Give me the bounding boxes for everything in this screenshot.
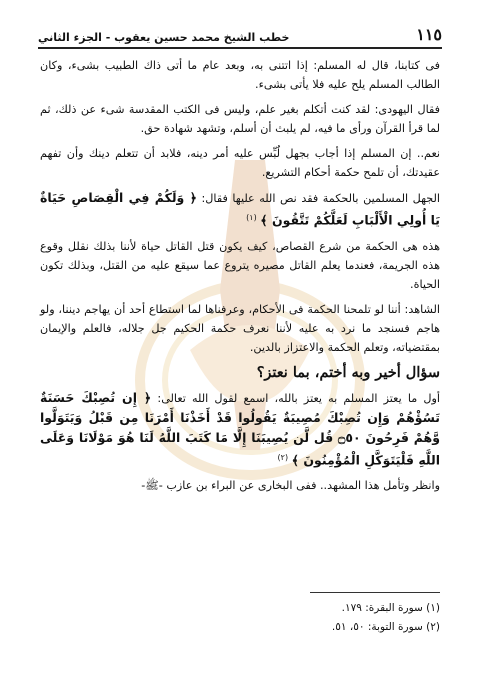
paragraph-1: فى كتابنا، قال له المسلم: إذا اتتنى به، وبعد عام ما أتى ذاك الطبيب بشىء، وكان الطالب المسلم يلح عليه فلا يأتى بشىء. (40, 59, 440, 91)
footnote-2: (٢) سورة التوبة: ٥٠، ٥١. (331, 621, 440, 633)
paragraph-5: هذه هى الحكمة من شرع القصاص، كيف يكون قتل القاتل حياة لأننا بذلك نقلل وقوع هذه الجريمة، فعندما يعلم القاتل مصيره يتروع عما سيقع عليه من القتل، وبذلك تكون الحياة. (40, 239, 440, 291)
paragraph-8: وانظر وتأمل هذا المشهد.. ففى البخارى عن البراء بن عازب -ﷺ- (141, 479, 440, 493)
quran-verse-1: ﴿ وَلَكُمْ فِي الْقِصَاصِ حَيَاةٌ يَا أُولِي الْأَلْبَابِ لَعَلَّكُمْ تَتَّقُونَ ﴾ (40, 190, 440, 228)
paragraph-7 (40, 388, 440, 471)
footnote-1: (١) سورة البقرة: ١٧٩. (341, 602, 440, 614)
footnote-ref-2: (٢) (277, 452, 289, 462)
footnote-ref-1: (١) (246, 213, 257, 222)
footnote-divider (310, 592, 440, 593)
page-number: ١١٥ (416, 25, 442, 44)
paragraph-6: الشاهد: أننا لو تلمحنا الحكمة فى الأحكام، وعرفناها لما استطاع أحد أن يهاجم ديننا، ولو هاجم فسنجد ما نرد به عليه لأننا نعرف حكمة الحكيم جل جلاله، فالعلم والإيمان بمقتضياته، وتعلم الحكمة والاعتزاز بالدين. (40, 302, 440, 354)
paragraph-4 (40, 188, 440, 231)
paragraph-3: نعم.. إن المسلم إذا أجاب بجهل لُبِّس عليه أمر دينه، فلابد أن تتعلم دينك وأن تفهم عقيدتك، أن تلمح حكمة أحكام التشريع. (40, 147, 440, 179)
quran-verse-2: ﴿ إِن تُصِبْكَ حَسَنَةٌ تَسُؤْهُمْ وَإِن تُصِبْكَ مُصِيبَةٌ يَقُولُوا قَدْ أَخَذْنَا أَمْرَنَا مِن قَبْلُ وَيَتَوَلَّوا وَّهُمْ فَرِحُونَ ۝٥٠ قُل لَّن يُصِيبَنَا إِلَّا مَا كَتَبَ اللَّهُ لَنَا هُوَ مَوْلَانَا وَعَلَى اللَّهِ فَلْيَتَوَكَّلِ الْمُؤْمِنُونَ ﴾ (40, 389, 440, 468)
running-title: خطب الشيخ محمد حسين يعقوب - الجزء الثاني (38, 31, 290, 44)
paragraph-7-text: أول ما يعتز المسلم به يعتز بالله، اسمع لقول الله تعالى: (157, 391, 441, 405)
main-text (40, 56, 440, 501)
paragraph-2: فقال اليهودى: لقد كنت أتكلم بغير علم، وليس فى الكتب المقدسة شىء عن ذلك، ثم لما قرأ القرآن ورأى ما فيه، لم يلبث أن أسلم، وتشهد شهادة حق. (40, 103, 440, 135)
page-header (38, 22, 442, 44)
section-heading: سؤال أخير وبه أختم، بما نعتز؟ (256, 363, 440, 381)
paragraph-4-text: الجهل المسلمين بالحكمة فقد نص الله عليها فقال: (201, 192, 440, 205)
header-divider (38, 47, 442, 49)
footnotes (40, 592, 440, 637)
